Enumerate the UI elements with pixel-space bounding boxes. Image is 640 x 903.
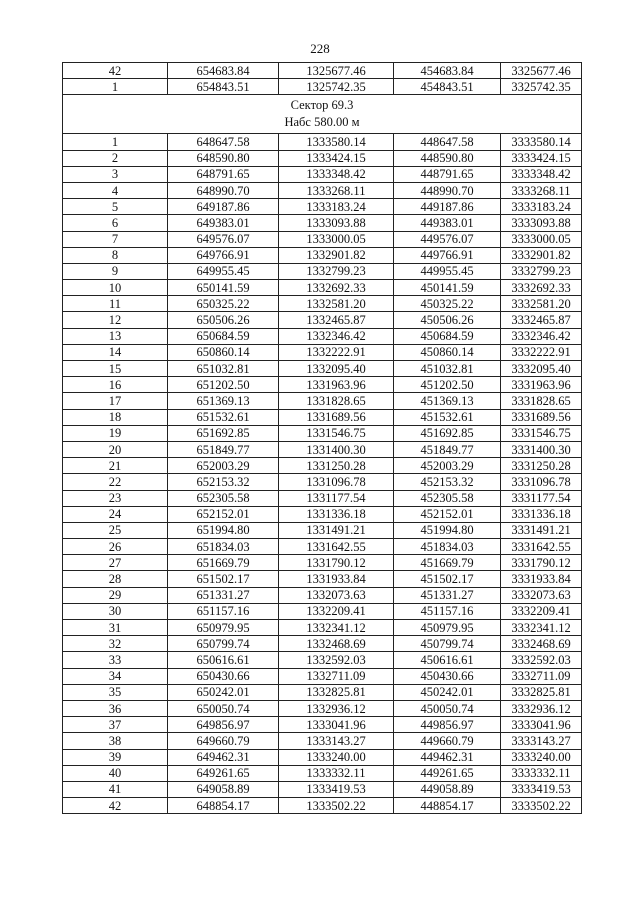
x-coordinate-cell: 654683.84 — [168, 63, 279, 79]
point-number-cell: 42 — [63, 63, 168, 79]
table-row — [63, 215, 582, 231]
y-coordinate-cell: 1325742.35 — [279, 79, 394, 95]
table-row — [63, 490, 582, 506]
x2-coordinate-cell: 450430.66 — [394, 668, 501, 684]
y-coordinate-cell: 1333424.15 — [279, 150, 394, 166]
y2-coordinate-cell: 3332468.69 — [501, 636, 582, 652]
y2-coordinate-cell: 3332901.82 — [501, 247, 582, 263]
y-coordinate-cell: 1331828.65 — [279, 393, 394, 409]
x-coordinate-cell: 649462.31 — [168, 749, 279, 765]
y2-coordinate-cell: 3331336.18 — [501, 506, 582, 522]
point-number-cell: 25 — [63, 522, 168, 538]
table-row — [63, 733, 582, 749]
y2-coordinate-cell: 3333041.96 — [501, 717, 582, 733]
table-row — [63, 425, 582, 441]
y-coordinate-cell: 1333240.00 — [279, 749, 394, 765]
table-row — [63, 247, 582, 263]
sector-header-row — [63, 95, 582, 134]
x-coordinate-cell: 649261.65 — [168, 765, 279, 781]
point-number-cell: 14 — [63, 344, 168, 360]
point-number-cell: 39 — [63, 749, 168, 765]
point-number-cell: 24 — [63, 506, 168, 522]
table-row — [63, 603, 582, 619]
x2-coordinate-cell: 448647.58 — [394, 134, 501, 150]
x-coordinate-cell: 651834.03 — [168, 539, 279, 555]
table-row — [63, 539, 582, 555]
x2-coordinate-cell: 450979.95 — [394, 620, 501, 636]
x-coordinate-cell: 651032.81 — [168, 361, 279, 377]
table-row — [63, 700, 582, 716]
point-number-cell: 26 — [63, 539, 168, 555]
point-number-cell: 27 — [63, 555, 168, 571]
x2-coordinate-cell: 450799.74 — [394, 636, 501, 652]
y2-coordinate-cell: 3332581.20 — [501, 296, 582, 312]
x-coordinate-cell: 651502.17 — [168, 571, 279, 587]
y2-coordinate-cell: 3332936.12 — [501, 700, 582, 716]
y-coordinate-cell: 1332711.09 — [279, 668, 394, 684]
x2-coordinate-cell: 450616.61 — [394, 652, 501, 668]
y-coordinate-cell: 1333143.27 — [279, 733, 394, 749]
y2-coordinate-cell: 3332346.42 — [501, 328, 582, 344]
table-row — [63, 134, 582, 150]
x-coordinate-cell: 651849.77 — [168, 441, 279, 457]
y-coordinate-cell: 1333093.88 — [279, 215, 394, 231]
y-coordinate-cell: 1331177.54 — [279, 490, 394, 506]
x-coordinate-cell: 648990.70 — [168, 182, 279, 198]
y-coordinate-cell: 1332095.40 — [279, 361, 394, 377]
sector-height-label: Набс 580.00 м — [284, 115, 360, 130]
table-row — [63, 166, 582, 182]
point-number-cell: 37 — [63, 717, 168, 733]
x-coordinate-cell: 649955.45 — [168, 263, 279, 279]
x-coordinate-cell: 652003.29 — [168, 458, 279, 474]
y2-coordinate-cell: 3331250.28 — [501, 458, 582, 474]
table-row — [63, 717, 582, 733]
x-coordinate-cell: 650141.59 — [168, 280, 279, 296]
x2-coordinate-cell: 451834.03 — [394, 539, 501, 555]
x2-coordinate-cell: 454683.84 — [394, 63, 501, 79]
table-row — [63, 182, 582, 198]
table-row — [63, 441, 582, 457]
y2-coordinate-cell: 3333268.11 — [501, 182, 582, 198]
x2-coordinate-cell: 450325.22 — [394, 296, 501, 312]
x-coordinate-cell: 651331.27 — [168, 587, 279, 603]
y2-coordinate-cell: 3331963.96 — [501, 377, 582, 393]
page-number: 228 — [310, 41, 330, 56]
table-row — [63, 150, 582, 166]
x2-coordinate-cell: 451331.27 — [394, 587, 501, 603]
x-coordinate-cell: 648791.65 — [168, 166, 279, 182]
y-coordinate-cell: 1332209.41 — [279, 603, 394, 619]
x-coordinate-cell: 649383.01 — [168, 215, 279, 231]
point-number-cell: 18 — [63, 409, 168, 425]
table-row — [63, 263, 582, 279]
x2-coordinate-cell: 450506.26 — [394, 312, 501, 328]
table-row — [63, 652, 582, 668]
table-row — [63, 458, 582, 474]
y-coordinate-cell: 1332468.69 — [279, 636, 394, 652]
y-coordinate-cell: 1333332.11 — [279, 765, 394, 781]
y2-coordinate-cell: 3331177.54 — [501, 490, 582, 506]
y-coordinate-cell: 1331250.28 — [279, 458, 394, 474]
x-coordinate-cell: 650242.01 — [168, 684, 279, 700]
y2-coordinate-cell: 3331546.75 — [501, 425, 582, 441]
y2-coordinate-cell: 3333093.88 — [501, 215, 582, 231]
point-number-cell: 19 — [63, 425, 168, 441]
point-number-cell: 6 — [63, 215, 168, 231]
y-coordinate-cell: 1332341.12 — [279, 620, 394, 636]
y-coordinate-cell: 1331790.12 — [279, 555, 394, 571]
x-coordinate-cell: 648647.58 — [168, 134, 279, 150]
sector-header-cell — [63, 95, 582, 134]
point-number-cell: 2 — [63, 150, 168, 166]
x-coordinate-cell: 651669.79 — [168, 555, 279, 571]
y2-coordinate-cell: 3333419.53 — [501, 781, 582, 797]
coordinates-table — [62, 62, 582, 814]
point-number-cell: 10 — [63, 280, 168, 296]
table-row — [63, 344, 582, 360]
point-number-cell: 8 — [63, 247, 168, 263]
y-coordinate-cell: 1331491.21 — [279, 522, 394, 538]
table-row — [63, 409, 582, 425]
x2-coordinate-cell: 451369.13 — [394, 393, 501, 409]
y2-coordinate-cell: 3332222.91 — [501, 344, 582, 360]
y-coordinate-cell: 1332581.20 — [279, 296, 394, 312]
x2-coordinate-cell: 452152.01 — [394, 506, 501, 522]
y-coordinate-cell: 1331096.78 — [279, 474, 394, 490]
x-coordinate-cell: 650799.74 — [168, 636, 279, 652]
table-row — [63, 781, 582, 797]
table-row — [63, 361, 582, 377]
table-top-rows — [63, 63, 582, 95]
y2-coordinate-cell: 3331400.30 — [501, 441, 582, 457]
y2-coordinate-cell: 3331828.65 — [501, 393, 582, 409]
x-coordinate-cell: 648854.17 — [168, 798, 279, 814]
y2-coordinate-cell: 3332209.41 — [501, 603, 582, 619]
y-coordinate-cell: 1332073.63 — [279, 587, 394, 603]
y2-coordinate-cell: 3333183.24 — [501, 199, 582, 215]
point-number-cell: 40 — [63, 765, 168, 781]
table-row — [63, 377, 582, 393]
x-coordinate-cell: 650506.26 — [168, 312, 279, 328]
x-coordinate-cell: 650616.61 — [168, 652, 279, 668]
x2-coordinate-cell: 449766.91 — [394, 247, 501, 263]
y-coordinate-cell: 1333580.14 — [279, 134, 394, 150]
y-coordinate-cell: 1325677.46 — [279, 63, 394, 79]
y-coordinate-cell: 1333041.96 — [279, 717, 394, 733]
x2-coordinate-cell: 448590.80 — [394, 150, 501, 166]
y-coordinate-cell: 1333268.11 — [279, 182, 394, 198]
table-row — [63, 296, 582, 312]
y2-coordinate-cell: 3332341.12 — [501, 620, 582, 636]
point-number-cell: 29 — [63, 587, 168, 603]
sector-title: Сектор 69.3 — [290, 98, 354, 113]
point-number-cell: 12 — [63, 312, 168, 328]
table-row — [63, 79, 582, 95]
x2-coordinate-cell: 448990.70 — [394, 182, 501, 198]
y-coordinate-cell: 1333000.05 — [279, 231, 394, 247]
x2-coordinate-cell: 450684.59 — [394, 328, 501, 344]
point-number-cell: 22 — [63, 474, 168, 490]
table-row — [63, 668, 582, 684]
y2-coordinate-cell: 3331933.84 — [501, 571, 582, 587]
x2-coordinate-cell: 451849.77 — [394, 441, 501, 457]
point-number-cell: 17 — [63, 393, 168, 409]
table-row — [63, 636, 582, 652]
table-row — [63, 555, 582, 571]
point-number-cell: 1 — [63, 134, 168, 150]
x-coordinate-cell: 649576.07 — [168, 231, 279, 247]
table-row — [63, 620, 582, 636]
table-row — [63, 684, 582, 700]
x2-coordinate-cell: 449660.79 — [394, 733, 501, 749]
table-row — [63, 522, 582, 538]
x2-coordinate-cell: 450141.59 — [394, 280, 501, 296]
x-coordinate-cell: 648590.80 — [168, 150, 279, 166]
y-coordinate-cell: 1331689.56 — [279, 409, 394, 425]
x-coordinate-cell: 649058.89 — [168, 781, 279, 797]
y-coordinate-cell: 1332592.03 — [279, 652, 394, 668]
x-coordinate-cell: 651157.16 — [168, 603, 279, 619]
x2-coordinate-cell: 449058.89 — [394, 781, 501, 797]
x2-coordinate-cell: 449955.45 — [394, 263, 501, 279]
y-coordinate-cell: 1331642.55 — [279, 539, 394, 555]
y-coordinate-cell: 1331400.30 — [279, 441, 394, 457]
y-coordinate-cell: 1332222.91 — [279, 344, 394, 360]
table-row — [63, 749, 582, 765]
x-coordinate-cell: 651994.80 — [168, 522, 279, 538]
point-number-cell: 20 — [63, 441, 168, 457]
x2-coordinate-cell: 452003.29 — [394, 458, 501, 474]
x2-coordinate-cell: 451032.81 — [394, 361, 501, 377]
point-number-cell: 41 — [63, 781, 168, 797]
x-coordinate-cell: 651202.50 — [168, 377, 279, 393]
point-number-cell: 7 — [63, 231, 168, 247]
y2-coordinate-cell: 3333424.15 — [501, 150, 582, 166]
point-number-cell: 13 — [63, 328, 168, 344]
y2-coordinate-cell: 3332825.81 — [501, 684, 582, 700]
y-coordinate-cell: 1333502.22 — [279, 798, 394, 814]
y2-coordinate-cell: 3333580.14 — [501, 134, 582, 150]
table-row — [63, 798, 582, 814]
x-coordinate-cell: 650325.22 — [168, 296, 279, 312]
x-coordinate-cell: 652153.32 — [168, 474, 279, 490]
x-coordinate-cell: 651692.85 — [168, 425, 279, 441]
x2-coordinate-cell: 449462.31 — [394, 749, 501, 765]
x-coordinate-cell: 650684.59 — [168, 328, 279, 344]
point-number-cell: 35 — [63, 684, 168, 700]
x-coordinate-cell: 649660.79 — [168, 733, 279, 749]
table-row — [63, 328, 582, 344]
x2-coordinate-cell: 449187.86 — [394, 199, 501, 215]
y2-coordinate-cell: 3332692.33 — [501, 280, 582, 296]
point-number-cell: 11 — [63, 296, 168, 312]
x-coordinate-cell: 649856.97 — [168, 717, 279, 733]
y2-coordinate-cell: 3331491.21 — [501, 522, 582, 538]
x-coordinate-cell: 649187.86 — [168, 199, 279, 215]
y-coordinate-cell: 1332936.12 — [279, 700, 394, 716]
point-number-cell: 15 — [63, 361, 168, 377]
table-row — [63, 587, 582, 603]
point-number-cell: 42 — [63, 798, 168, 814]
table-row — [63, 199, 582, 215]
table-row — [63, 393, 582, 409]
y-coordinate-cell: 1331336.18 — [279, 506, 394, 522]
table-row — [63, 231, 582, 247]
table-row — [63, 506, 582, 522]
table-row — [63, 63, 582, 79]
x2-coordinate-cell: 451502.17 — [394, 571, 501, 587]
x-coordinate-cell: 650860.14 — [168, 344, 279, 360]
x2-coordinate-cell: 452153.32 — [394, 474, 501, 490]
x2-coordinate-cell: 451692.85 — [394, 425, 501, 441]
point-number-cell: 31 — [63, 620, 168, 636]
point-number-cell: 5 — [63, 199, 168, 215]
y-coordinate-cell: 1331933.84 — [279, 571, 394, 587]
y2-coordinate-cell: 3331790.12 — [501, 555, 582, 571]
x2-coordinate-cell: 451669.79 — [394, 555, 501, 571]
y2-coordinate-cell: 3332711.09 — [501, 668, 582, 684]
y2-coordinate-cell: 3331096.78 — [501, 474, 582, 490]
y2-coordinate-cell: 3333348.42 — [501, 166, 582, 182]
point-number-cell: 4 — [63, 182, 168, 198]
table-sector-rows — [63, 134, 582, 814]
y-coordinate-cell: 1333348.42 — [279, 166, 394, 182]
x2-coordinate-cell: 449856.97 — [394, 717, 501, 733]
y-coordinate-cell: 1332465.87 — [279, 312, 394, 328]
x-coordinate-cell: 652152.01 — [168, 506, 279, 522]
x-coordinate-cell: 654843.51 — [168, 79, 279, 95]
point-number-cell: 34 — [63, 668, 168, 684]
y-coordinate-cell: 1332346.42 — [279, 328, 394, 344]
x2-coordinate-cell: 449261.65 — [394, 765, 501, 781]
point-number-cell: 16 — [63, 377, 168, 393]
point-number-cell: 9 — [63, 263, 168, 279]
x2-coordinate-cell: 452305.58 — [394, 490, 501, 506]
x2-coordinate-cell: 451202.50 — [394, 377, 501, 393]
y2-coordinate-cell: 3333143.27 — [501, 733, 582, 749]
point-number-cell: 28 — [63, 571, 168, 587]
x2-coordinate-cell: 449383.01 — [394, 215, 501, 231]
y-coordinate-cell: 1333419.53 — [279, 781, 394, 797]
x2-coordinate-cell: 450860.14 — [394, 344, 501, 360]
x2-coordinate-cell: 451157.16 — [394, 603, 501, 619]
x-coordinate-cell: 651532.61 — [168, 409, 279, 425]
y2-coordinate-cell: 3332465.87 — [501, 312, 582, 328]
y2-coordinate-cell: 3325742.35 — [501, 79, 582, 95]
table-row — [63, 312, 582, 328]
y2-coordinate-cell: 3332799.23 — [501, 263, 582, 279]
point-number-cell: 32 — [63, 636, 168, 652]
x-coordinate-cell: 650979.95 — [168, 620, 279, 636]
y2-coordinate-cell: 3331642.55 — [501, 539, 582, 555]
y-coordinate-cell: 1332799.23 — [279, 263, 394, 279]
y-coordinate-cell: 1332692.33 — [279, 280, 394, 296]
y2-coordinate-cell: 3332073.63 — [501, 587, 582, 603]
y2-coordinate-cell: 3325677.46 — [501, 63, 582, 79]
table-row — [63, 765, 582, 781]
x2-coordinate-cell: 454843.51 — [394, 79, 501, 95]
x2-coordinate-cell: 450050.74 — [394, 700, 501, 716]
y-coordinate-cell: 1332901.82 — [279, 247, 394, 263]
x-coordinate-cell: 651369.13 — [168, 393, 279, 409]
y2-coordinate-cell: 3332592.03 — [501, 652, 582, 668]
x2-coordinate-cell: 450242.01 — [394, 684, 501, 700]
y2-coordinate-cell: 3331689.56 — [501, 409, 582, 425]
y2-coordinate-cell: 3333502.22 — [501, 798, 582, 814]
table-row — [63, 280, 582, 296]
y-coordinate-cell: 1331546.75 — [279, 425, 394, 441]
x2-coordinate-cell: 449576.07 — [394, 231, 501, 247]
x-coordinate-cell: 649766.91 — [168, 247, 279, 263]
x-coordinate-cell: 650050.74 — [168, 700, 279, 716]
x2-coordinate-cell: 451532.61 — [394, 409, 501, 425]
point-number-cell: 38 — [63, 733, 168, 749]
y2-coordinate-cell: 3333240.00 — [501, 749, 582, 765]
x-coordinate-cell: 650430.66 — [168, 668, 279, 684]
y-coordinate-cell: 1333183.24 — [279, 199, 394, 215]
sector-header-group — [63, 95, 582, 134]
y-coordinate-cell: 1331963.96 — [279, 377, 394, 393]
table-row — [63, 474, 582, 490]
y2-coordinate-cell: 3333000.05 — [501, 231, 582, 247]
table-row — [63, 571, 582, 587]
y2-coordinate-cell: 3332095.40 — [501, 361, 582, 377]
point-number-cell: 30 — [63, 603, 168, 619]
y2-coordinate-cell: 3333332.11 — [501, 765, 582, 781]
point-number-cell: 21 — [63, 458, 168, 474]
x-coordinate-cell: 652305.58 — [168, 490, 279, 506]
x2-coordinate-cell: 451994.80 — [394, 522, 501, 538]
point-number-cell: 3 — [63, 166, 168, 182]
point-number-cell: 33 — [63, 652, 168, 668]
point-number-cell: 36 — [63, 700, 168, 716]
y-coordinate-cell: 1332825.81 — [279, 684, 394, 700]
point-number-cell: 23 — [63, 490, 168, 506]
x2-coordinate-cell: 448854.17 — [394, 798, 501, 814]
x2-coordinate-cell: 448791.65 — [394, 166, 501, 182]
point-number-cell: 1 — [63, 79, 168, 95]
